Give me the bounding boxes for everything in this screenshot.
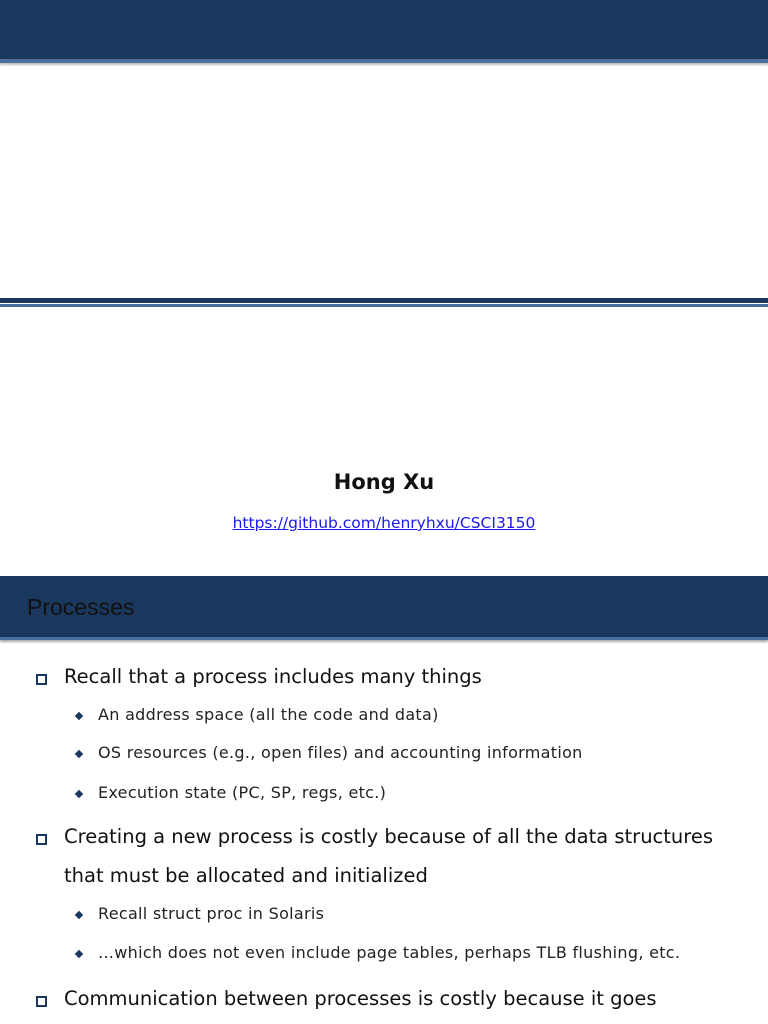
slide-title: Processes	[27, 594, 135, 620]
bullet-text: …which does not even include page tables, perhaps TLB flushing, etc.	[98, 943, 681, 962]
bullet-text: Execution state (PC, SP, regs, etc.)	[98, 783, 387, 802]
diamond-bullet-icon	[75, 712, 83, 720]
bullet-text-continued: that must be allocated and initialized	[64, 864, 428, 887]
bullet-text: Recall struct proc in Solaris	[98, 904, 325, 923]
diamond-bullet-icon	[75, 911, 83, 919]
bullet-text: An address space (all the code and data)	[98, 705, 439, 724]
bullet-text: Communication between processes is costly because it goes	[64, 987, 657, 1010]
bullet-text: OS resources (e.g., open files) and accounting information	[98, 743, 583, 762]
repo-link[interactable]: https://github.com/henryhxu/CSCI3150	[232, 514, 536, 532]
square-bullet-icon	[36, 674, 47, 685]
header-stripe	[0, 59, 768, 63]
square-bullet-icon	[36, 996, 47, 1007]
diamond-bullet-icon	[75, 750, 83, 758]
divider-line	[0, 298, 768, 303]
header-bar	[0, 0, 768, 59]
diamond-bullet-icon	[75, 950, 83, 958]
divider-line-accent	[0, 304, 768, 307]
square-bullet-icon	[36, 834, 47, 845]
bullet-text: Recall that a process includes many things	[64, 665, 482, 688]
author-name: Hong Xu	[333, 470, 435, 494]
diamond-bullet-icon	[75, 790, 83, 798]
bullet-text: Creating a new process is costly because of all the data structures	[64, 825, 714, 848]
repo-link-container	[0, 514, 768, 532]
